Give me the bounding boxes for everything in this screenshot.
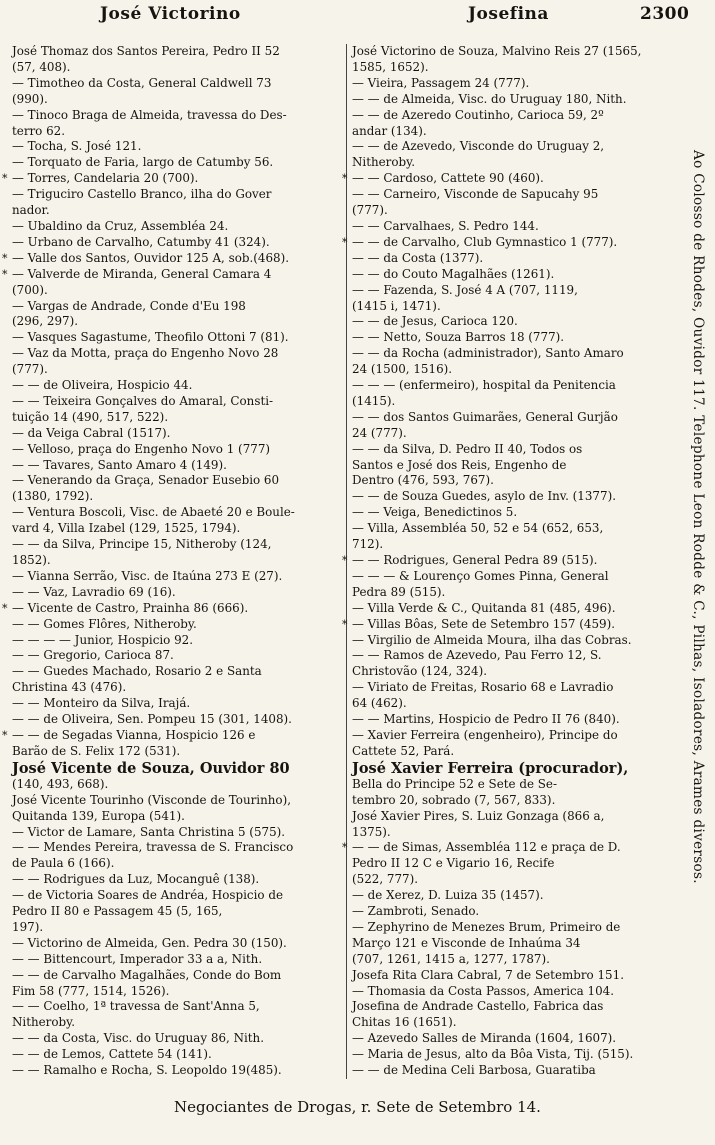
directory-line [12, 235, 342, 251]
directory-line [12, 92, 342, 108]
directory-line [12, 1015, 342, 1031]
directory-line-text: — — Cardoso, Cattete 90 (460). [352, 171, 544, 186]
directory-line-text: — — Carvalhaes, S. Pedro 144. [352, 218, 539, 233]
directory-line-text: — — Guedes Machado, Rosario 2 e Santa [12, 664, 262, 679]
directory-line [352, 825, 672, 841]
directory-line [12, 203, 342, 219]
directory-line-text: — — Netto, Souza Barros 18 (777). [352, 330, 565, 345]
directory-line-text: — Vieira, Passagem 24 (777). [352, 75, 530, 90]
directory-line [352, 489, 672, 505]
directory-line-text: — Ventura Boscoli, Visc. de Abaeté 20 e Boule- [12, 505, 295, 520]
directory-line-text: — Triguciro Castello Branco, ilha do Gover [12, 187, 272, 202]
directory-line [352, 999, 672, 1015]
directory-line [352, 760, 672, 777]
directory-line-text: — Zambroti, Senado. [352, 904, 480, 919]
directory-line-text: (1380, 1792). [12, 489, 94, 504]
directory-line-text: Josefina de Andrade Castello, Fabrica das [352, 999, 604, 1014]
footer-advertisement: Negociantes de Drogas, r. Sete de Setembro 14. [174, 1098, 541, 1116]
directory-line [352, 60, 672, 76]
page-number: 2300 [640, 4, 690, 24]
header-right: Josefina [468, 4, 549, 24]
directory-line [2, 266, 342, 283]
directory-line-text: andar (134). [352, 123, 427, 138]
directory-line-text: — — Teixeira Gonçalves do Amaral, Consti- [12, 393, 274, 408]
directory-line [12, 1047, 342, 1063]
directory-line-text: — Venerando da Graça, Senador Eusebio 60 [12, 473, 280, 488]
directory-line-text: Pedro II 80 e Passagem 45 (5, 165, [12, 904, 223, 919]
directory-line [352, 712, 672, 728]
directory-line-text: — Victor de Lamare, Santa Christina 5 (575). [12, 824, 286, 839]
directory-line-text: 1852). [12, 553, 51, 567]
directory-line-text: — — — (enfermeiro), hospital da Penitencia [352, 378, 616, 393]
directory-line [352, 888, 672, 904]
directory-line-text: — — Mendes Pereira, travessa de S. Francisco [12, 840, 294, 855]
directory-line [352, 124, 672, 140]
directory-line-text: — da Veiga Cabral (1517). [12, 425, 171, 440]
directory-line [12, 505, 342, 521]
directory-line [12, 124, 342, 140]
directory-line [352, 362, 672, 378]
directory-line-text: 64 (462). [352, 696, 407, 711]
directory-line-text: (1415). [352, 393, 396, 408]
directory-line-text: (296, 297). [12, 314, 79, 329]
directory-line-text: — Vasques Sagastume, Theofilo Ottoni 7 (81). [12, 330, 289, 345]
directory-line-text: José Vicente de Souza, Ouvidor 80 [12, 759, 290, 777]
directory-line [2, 600, 342, 617]
directory-line-text: (777). [352, 203, 388, 218]
directory-line [352, 346, 672, 362]
directory-line-text: — Victorino de Almeida, Gen. Pedra 30 (150). [12, 935, 287, 950]
directory-line-text: — de Victoria Soares de Andréa, Hospicio de [12, 888, 283, 903]
directory-line [352, 696, 672, 712]
directory-line [12, 299, 342, 315]
directory-line-text: José Xavier Ferreira (procurador), [352, 759, 629, 777]
directory-line [12, 283, 342, 299]
directory-line [352, 777, 672, 793]
asterisk-mark: * [2, 601, 8, 615]
directory-line [352, 203, 672, 219]
directory-line-text: — — de Medina Celi Barbosa, Guaratiba [352, 1063, 596, 1078]
directory-line-text: — Torquato de Faria, largo de Catumby 56. [12, 155, 274, 170]
directory-line [352, 283, 672, 299]
directory-line-text: Chitas 16 (1651). [352, 1015, 457, 1030]
directory-line-text: — Zephyrino de Menezes Brum, Primeiro de [352, 919, 621, 934]
directory-line [352, 856, 672, 872]
directory-line [12, 473, 342, 489]
directory-line-text: — — Rodrigues da Luz, Mocanguê (138). [12, 872, 260, 887]
directory-line-text: — — — & Lourenço Gomes Pinna, General [352, 568, 609, 583]
directory-line-text: — — Ramos de Azevedo, Pau Ferro 12, S. [352, 648, 602, 663]
directory-line-text: — Valverde de Miranda, General Camara 4 [12, 266, 272, 281]
directory-line-text: tuição 14 (490, 517, 522). [12, 409, 169, 424]
directory-line [12, 952, 342, 968]
directory-line [352, 809, 672, 825]
directory-line-text: — — — — Junior, Hospicio 92. [12, 632, 194, 647]
directory-line-text: — Maria de Jesus, alto da Bôa Vista, Tij. (515). [352, 1047, 634, 1062]
directory-line [12, 139, 342, 155]
directory-line [342, 616, 672, 633]
directory-line [12, 155, 342, 171]
directory-line-text: — — Tavares, Santo Amaro 4 (149). [12, 457, 227, 472]
directory-line [12, 760, 342, 777]
asterisk-mark: * [342, 172, 348, 186]
directory-line [352, 793, 672, 809]
directory-line-text: 24 (777). [352, 425, 407, 440]
directory-line-text: 197). [12, 919, 44, 934]
directory-line-text: Pedro II 12 C e Vigario 16, Recife [352, 856, 555, 871]
directory-line-text: José Thomaz dos Santos Pereira, Pedro II 52 [12, 44, 280, 58]
directory-line [12, 219, 342, 235]
directory-line [352, 187, 672, 203]
asterisk-mark: * [342, 554, 348, 567]
directory-line [352, 872, 672, 888]
directory-line [352, 1031, 672, 1047]
directory-line-text: — — dos Santos Guimarães, General Gurjão [352, 409, 618, 424]
directory-line-text: — — Bittencourt, Imperador 33 a a, Nith. [12, 951, 263, 966]
directory-line [12, 1031, 342, 1047]
directory-line-text: Fim 58 (777, 1514, 1526). [12, 983, 170, 998]
directory-line-text: Santos e José dos Reis, Engenho de [352, 457, 567, 472]
directory-line [352, 744, 672, 760]
asterisk-mark: * [2, 728, 8, 742]
directory-line-text: Pedra 89 (515). [352, 584, 446, 599]
directory-line [12, 856, 342, 872]
directory-line-text: — — Monteiro da Silva, Irajá. [12, 696, 191, 711]
directory-line [352, 585, 672, 601]
directory-line [352, 728, 672, 744]
directory-line-text: Março 121 e Visconde de Inhaúma 34 [352, 935, 581, 950]
directory-line [342, 171, 672, 187]
directory-line-text: — — da Silva, Principe 15, Nitheroby (124, [12, 537, 272, 552]
directory-line-text: 1375). [352, 824, 391, 839]
directory-line-text: — — Carneiro, Visconde de Sapucahy 95 [352, 187, 599, 202]
directory-line-text: — Tocha, S. José 121. [12, 139, 142, 154]
directory-line [12, 633, 342, 649]
directory-line [12, 330, 342, 346]
directory-line-text: — — Gomes Flôres, Nitheroby. [12, 616, 197, 631]
directory-line-text: — Vicente de Castro, Prainha 86 (666). [12, 600, 249, 615]
directory-line [12, 617, 342, 633]
directory-line [342, 553, 672, 569]
directory-line-text: — Viriato de Freitas, Rosario 68 e Lavradio [352, 680, 614, 695]
directory-line [12, 904, 342, 920]
directory-line [352, 936, 672, 952]
directory-line-text: (707, 1261, 1415 a, 1277, 1787). [352, 951, 550, 966]
directory-line [352, 920, 672, 936]
directory-line [12, 744, 342, 760]
directory-line [352, 648, 672, 664]
directory-line [352, 458, 672, 474]
directory-line [352, 267, 672, 283]
directory-line [352, 473, 672, 489]
directory-line-text: Christovão (124, 324). [352, 664, 488, 679]
directory-line [352, 314, 672, 330]
directory-line-text: tembro 20, sobrado (7, 567, 833). [352, 792, 556, 807]
directory-line [12, 793, 342, 809]
directory-line [352, 251, 672, 267]
directory-line-text: — — de Carvalho, Club Gymnastico 1 (777). [352, 234, 618, 249]
directory-line [12, 426, 342, 442]
directory-line [352, 904, 672, 920]
directory-line-text: nador. [12, 203, 50, 218]
directory-line [12, 108, 342, 124]
directory-line [12, 777, 342, 793]
directory-line [12, 968, 342, 984]
directory-line [352, 92, 672, 108]
directory-line [12, 648, 342, 664]
directory-line [12, 696, 342, 712]
directory-line-text: — Azevedo Salles de Miranda (1604, 1607). [352, 1031, 617, 1046]
directory-line [12, 840, 342, 856]
directory-line [352, 664, 672, 680]
directory-line-text: Dentro (476, 593, 767). [352, 473, 494, 488]
directory-line [12, 984, 342, 1000]
directory-line [352, 44, 672, 60]
directory-line [12, 664, 342, 680]
directory-line-text: (1415 i, 1471). [352, 298, 441, 313]
directory-line-text: — — de Carvalho Magalhães, Conde do Bom [12, 967, 282, 982]
directory-line [12, 999, 342, 1015]
directory-line [352, 442, 672, 458]
directory-line-text: José Xavier Pires, S. Luiz Gonzaga (866 a, [352, 808, 605, 823]
directory-line [12, 458, 342, 474]
directory-line-text: — — Fazenda, S. José 4 A (707, 1119, [352, 282, 578, 297]
directory-line-text: 1585, 1652). [352, 59, 429, 74]
directory-line-text: José Victorino de Souza, Malvino Reis 27 (1565, [352, 44, 642, 58]
directory-line [12, 537, 342, 553]
directory-line-text: (140, 493, 668). [12, 776, 109, 791]
directory-line-text: Nitheroby. [12, 1015, 76, 1030]
directory-line [2, 250, 342, 267]
directory-line [12, 378, 342, 394]
directory-line [352, 76, 672, 92]
directory-line [352, 984, 672, 1000]
directory-line [352, 537, 672, 553]
directory-line-text: — — de Azevedo, Visconde do Uruguay 2, [352, 139, 605, 154]
directory-line-text: — Ubaldino da Cruz, Assembléa 24. [12, 218, 229, 233]
directory-line [12, 346, 342, 362]
directory-line-text: José Vicente Tourinho (Visconde de Tourinho), [12, 792, 291, 807]
directory-line-text: de Paula 6 (166). [12, 856, 115, 871]
directory-line [352, 952, 672, 968]
directory-line-text: — — Coelho, 1ª travessa de Sant'Anna 5, [12, 999, 260, 1014]
directory-line [352, 410, 672, 426]
directory-line [12, 362, 342, 378]
directory-line-text: (990). [12, 91, 48, 106]
directory-line-text: (700). [12, 282, 48, 297]
directory-line [352, 968, 672, 984]
directory-line-text: — Velloso, praça do Engenho Novo 1 (777) [12, 441, 271, 456]
directory-line-text: Christina 43 (476). [12, 680, 127, 695]
directory-line-text: vard 4, Villa Izabel (129, 1525, 1794). [12, 521, 241, 536]
directory-line-text: — Valle dos Santos, Ouvidor 125 A, sob.(468). [12, 250, 290, 265]
asterisk-mark: * [342, 617, 348, 631]
directory-line [12, 936, 342, 952]
directory-line-text: (777). [12, 362, 48, 377]
directory-line [2, 171, 342, 187]
directory-line [352, 330, 672, 346]
directory-line [12, 680, 342, 696]
directory-line-text: (57, 408). [12, 59, 71, 74]
directory-line-text: — Vargas de Andrade, Conde d'Eu 198 [12, 298, 246, 313]
directory-line-text: Quitanda 139, Europa (541). [12, 808, 185, 823]
directory-line [12, 809, 342, 825]
left-column [2, 44, 342, 1079]
directory-line [12, 569, 342, 585]
directory-line [12, 825, 342, 841]
directory-line-text: — Villa, Assembléa 50, 52 e 54 (652, 653, [352, 521, 604, 536]
directory-line [12, 888, 342, 904]
directory-line-text: 24 (1500, 1516). [352, 362, 453, 377]
directory-line-text: — — de Almeida, Visc. do Uruguay 180, Nith. [352, 91, 627, 106]
asterisk-mark: * [2, 267, 8, 281]
directory-line-text: — — do Couto Magalhães (1261). [352, 266, 555, 281]
directory-line [12, 187, 342, 203]
asterisk-mark: * [342, 235, 348, 249]
directory-line [352, 219, 672, 235]
directory-line-text: — Tinoco Braga de Almeida, travessa do Des- [12, 107, 287, 122]
directory-line-text: — — da Silva, D. Pedro II 40, Todos os [352, 441, 583, 456]
directory-line-text: — Vianna Serrão, Visc. de Itaúna 273 E (27). [12, 568, 283, 583]
directory-line-text: — — de Azeredo Coutinho, Carioca 59, 2º [352, 107, 604, 122]
directory-line-text: (522, 777). [352, 872, 419, 887]
directory-line [12, 585, 342, 601]
directory-line [352, 378, 672, 394]
directory-line-text: — Torres, Candelaria 20 (700). [12, 171, 199, 186]
directory-line [352, 108, 672, 124]
directory-line [12, 442, 342, 458]
directory-line [352, 139, 672, 155]
directory-line [12, 314, 342, 330]
directory-line [12, 60, 342, 76]
side-advertisement: Ao Colosso de Rhodes, Ouvidor 117. Telephone Leon Rodde & C., Pilhas, Isoladores, Arames diversos. [690, 150, 706, 884]
directory-line-text: — Villas Bôas, Sete de Setembro 157 (459). [352, 616, 616, 631]
directory-line-text: — — Veiga, Benedictinos 5. [352, 505, 518, 520]
directory-line-text: Barão de S. Felix 172 (531). [12, 743, 181, 758]
asterisk-mark: * [2, 172, 8, 186]
directory-line-text: — Timotheo da Costa, General Caldwell 73 [12, 75, 272, 90]
directory-line [12, 410, 342, 426]
directory-line-text: — — Martins, Hospicio de Pedro II 76 (840). [352, 712, 620, 727]
directory-line [352, 426, 672, 442]
directory-line [352, 680, 672, 696]
directory-line-text: — de Xerez, D. Luiza 35 (1457). [352, 888, 544, 903]
directory-line [2, 727, 342, 744]
directory-line-text: — — de Lemos, Cattete 54 (141). [12, 1047, 212, 1062]
asterisk-mark: * [342, 841, 348, 855]
directory-line-text: — — da Costa, Visc. do Uruguay 86, Nith. [12, 1031, 264, 1046]
directory-line-text: Cattete 52, Pará. [352, 743, 455, 758]
directory-line [12, 44, 342, 60]
directory-line-text: — — de Jesus, Carioca 120. [352, 314, 518, 329]
directory-line-text: — — Rodrigues, General Pedra 89 (515). [352, 553, 598, 567]
directory-line-text: — Xavier Ferreira (engenheiro), Principe do [352, 727, 618, 742]
directory-line [352, 505, 672, 521]
directory-line-text: — — Gregorio, Carioca 87. [12, 648, 174, 663]
directory-line-text: — — de Oliveira, Sen. Pompeu 15 (301, 1408). [12, 712, 292, 727]
directory-line-text: — — Vaz, Lavradio 69 (16). [12, 584, 176, 599]
directory-line-text: Nitheroby. [352, 155, 416, 170]
directory-line-text: — — de Oliveira, Hospicio 44. [12, 378, 193, 393]
directory-line [352, 521, 672, 537]
directory-line [342, 840, 672, 856]
directory-line-text: — — Ramalho e Rocha, S. Leopoldo 19(485). [12, 1063, 282, 1078]
directory-line [12, 394, 342, 410]
directory-line [352, 633, 672, 649]
directory-line-text: — Urbano de Carvalho, Catumby 41 (324). [12, 234, 270, 249]
asterisk-mark: * [2, 251, 8, 265]
directory-line [352, 1063, 672, 1079]
directory-line [352, 394, 672, 410]
directory-line-text: — — da Costa (1377). [352, 250, 484, 265]
directory-line [352, 155, 672, 171]
directory-line [352, 299, 672, 315]
directory-line [12, 489, 342, 505]
directory-line [12, 553, 342, 569]
directory-line [352, 601, 672, 617]
directory-line-text: — — da Rocha (administrador), Santo Amaro [352, 346, 624, 361]
directory-line-text: — — de Simas, Assembléa 112 e praça de D. [352, 840, 621, 855]
directory-line [12, 712, 342, 728]
directory-line [352, 1047, 672, 1063]
directory-line [12, 1063, 342, 1079]
right-column [342, 44, 672, 1079]
directory-line-text: 712). [352, 537, 384, 552]
directory-line-text: — Thomasia da Costa Passos, America 104. [352, 983, 615, 998]
directory-line-text: — Villa Verde & C., Quitanda 81 (485, 496). [352, 600, 616, 615]
directory-line [12, 872, 342, 888]
directory-line-text: Bella do Principe 52 e Sete de Se- [352, 776, 557, 791]
directory-line-text: — Vaz da Motta, praça do Engenho Novo 28 [12, 346, 279, 361]
directory-line [12, 920, 342, 936]
directory-line-text: — Virgilio de Almeida Moura, ilha das Cobras. [352, 632, 632, 647]
directory-line [352, 569, 672, 585]
header-left: José Victorino [100, 4, 241, 24]
directory-line-text: Josefa Rita Clara Cabral, 7 de Setembro 151. [352, 967, 624, 982]
directory-line [352, 1015, 672, 1031]
directory-line-text: — — de Souza Guedes, asylo de Inv. (1377). [352, 489, 616, 504]
directory-line-text: terro 62. [12, 123, 66, 138]
directory-line [12, 521, 342, 537]
directory-line-text: — — de Segadas Vianna, Hospicio 126 e [12, 727, 256, 742]
directory-line [342, 234, 672, 251]
directory-line [12, 76, 342, 92]
